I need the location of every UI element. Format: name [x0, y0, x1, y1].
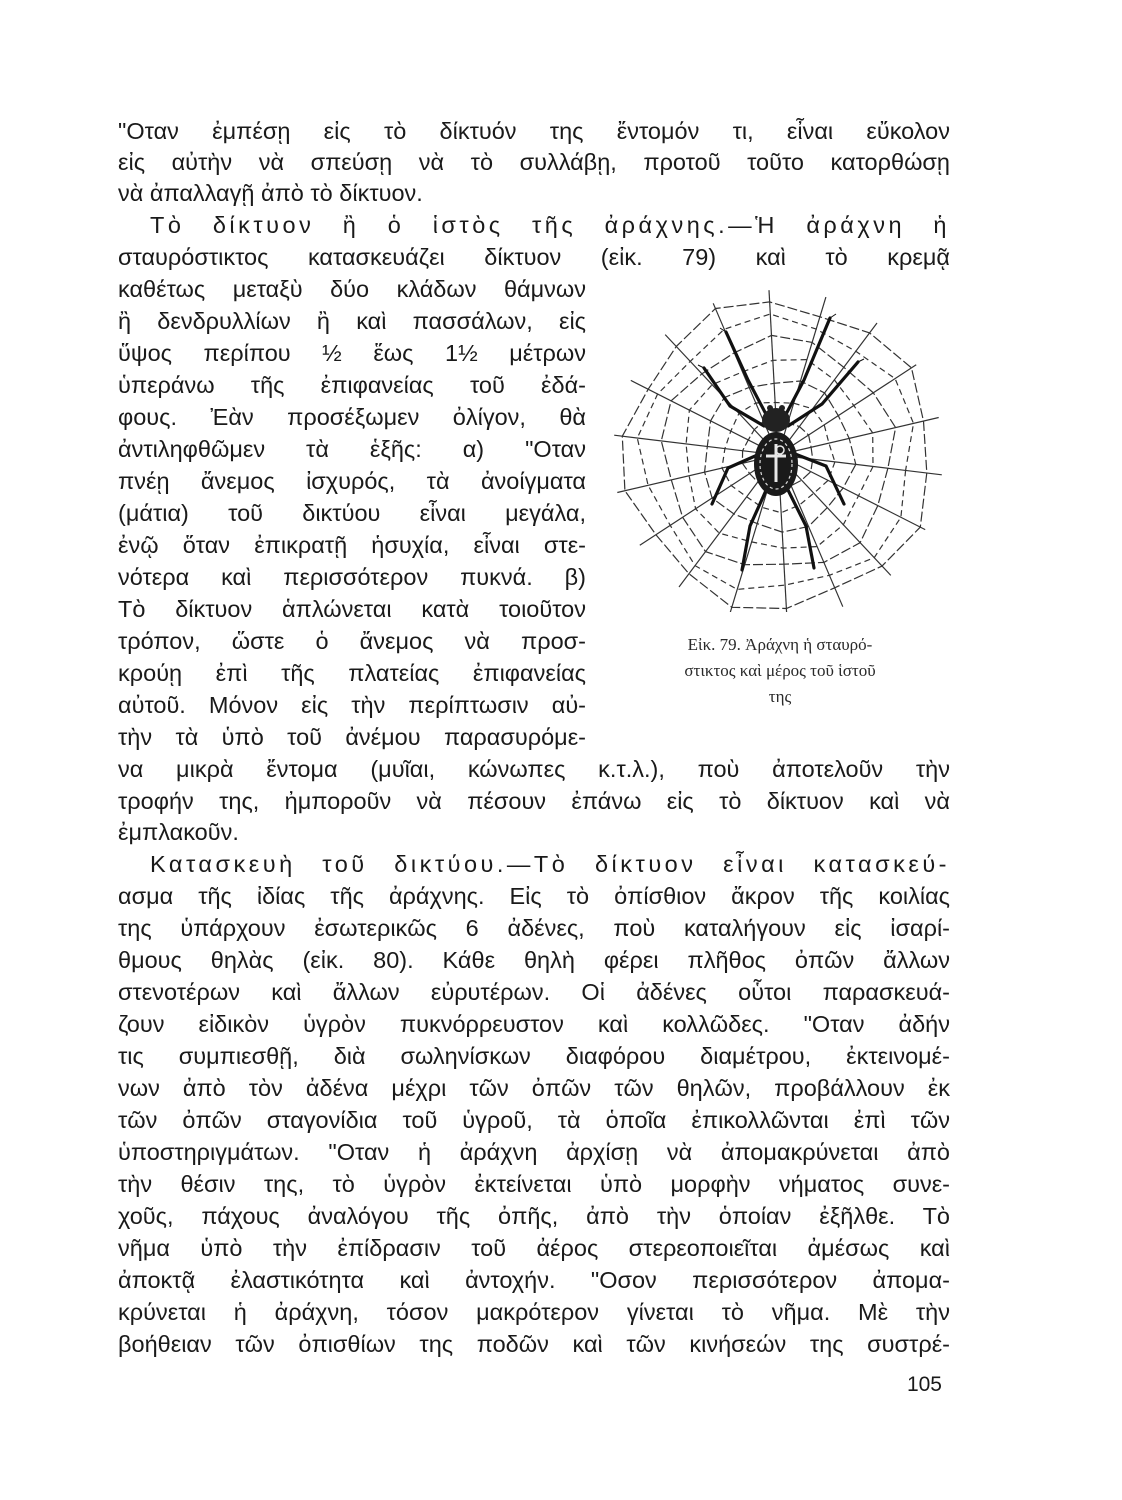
text-line: κρύνεται ἡ ἀράχνη, τόσον μακρότερον γίνεται τὸ νῆμα. Μὲ τὴν [118, 1299, 950, 1325]
section-heading-construction: Κατασκευὴ τοῦ δικτύου.—Τὸ δίκτυον εἶναι κατασκεύ- [150, 851, 950, 877]
text-line: ἢ δενδρυλλίων ἢ καὶ πασσάλων, εἰς [118, 308, 586, 334]
figure-caption-line: στικτος καὶ μέρος τοῦ ἱστοῦ [684, 661, 876, 680]
page-number: 105 [906, 1373, 942, 1396]
spider-web-figure [608, 290, 950, 612]
text-line: τῶν ὀπῶν σταγονίδια τοῦ ὑγροῦ, τὰ ὁποῖα ἐπικολλῶνται ἐπὶ τῶν [118, 1107, 950, 1133]
text-line: τὴν θέσιν της, τὸ ὑγρὸν ἐκτείνεται ὑπὸ μορφὴν νήματος συνε- [118, 1171, 950, 1197]
text-line: στενοτέρων καὶ ἄλλων εὐρυτέρων. Οἱ ἀδένες οὗτοι παρασκευά- [118, 979, 950, 1005]
text-line: καθέτως μεταξὺ δύο κλάδων θάμνων [118, 276, 586, 302]
text-line: Τὸ δίκτυον ἁπλώνεται κατὰ τοιοῦτον [118, 596, 586, 622]
text-line: πνέῃ ἄνεμος ἰσχυρός, τὰ ἀνοίγματα [118, 468, 586, 494]
text-line: ασμα τῆς ἰδίας τῆς ἀράχνης. Εἰς τὸ ὀπίσθιον ἄκρον τῆς κοιλίας [118, 883, 950, 909]
text-line: τρόπον, ὥστε ὁ ἄνεμος νὰ προσ- [118, 628, 586, 654]
text-line: τὴν τὰ ὑπὸ τοῦ ἀνέμου παρασυρόμε- [118, 724, 586, 750]
text-line: ὑπεράνω τῆς ἐπιφανείας τοῦ ἐδά- [118, 372, 586, 398]
text-line: νων ἀπὸ τὸν ἀδένα μέχρι τῶν ὀπῶν τῶν θηλῶν, προβάλλουν ἐκ [118, 1075, 950, 1101]
text-line: ζουν εἰδικὸν ὑγρὸν πυκνόρρευστον καὶ κολλῶδες. "Οταν ἀδήν [118, 1011, 950, 1037]
text-line: να μικρὰ ἔντομα (μυῖαι, κώνωπες κ.τ.λ.), ποὺ ἀποτελοῦν τὴν [118, 756, 950, 782]
figure-caption-line: της [768, 687, 792, 706]
spider-illustration [608, 290, 950, 612]
text-line: βοήθειαν τῶν ὀπισθίων της ποδῶν καὶ τῶν κινήσεών της συστρέ- [118, 1331, 950, 1357]
text-line: νότερα καὶ περισσότερον πυκνά. β) [118, 564, 586, 590]
text-line: ἐμπλακοῦν. [118, 819, 239, 845]
text-line: της ὑπάρχουν ἐσωτερικῶς 6 ἀδένες, ποὺ καταλήγουν εἰς ἰσαρί- [118, 915, 950, 941]
text-line: (μάτια) τοῦ δικτύου εἶναι μεγάλα, [118, 500, 586, 526]
text-line: τροφήν της, ἠμποροῦν νὰ πέσουν ἐπάνω εἰς τὸ δίκτυον καὶ νὰ [118, 788, 950, 814]
text-line: αὐτοῦ. Μόνον εἰς τὴν περίπτωσιν αὐ- [118, 692, 586, 718]
section-heading-web: Τὸ δίκτυον ἢ ὁ ἱστὸς τῆς ἀράχνης.—Ἡ ἀράχνη ἡ [150, 212, 950, 238]
text-line: ἀντιληφθῶμεν τὰ ἑξῆς: α) "Οταν [118, 436, 586, 462]
text-line: σταυρόστικτος κατασκευάζει δίκτυον (εἰκ. 79) καὶ τὸ κρεμᾷ [118, 244, 950, 270]
text-line: κρούῃ ἐπὶ τῆς πλατείας ἐπιφανείας [118, 660, 586, 686]
text-line: ἀποκτᾷ ἐλαστικότητα καὶ ἀντοχήν. "Οσον περισσότερον ἀπομα- [118, 1267, 950, 1293]
text-line: φους. Ἐὰν προσέξωμεν ὀλίγον, θὰ [118, 404, 586, 430]
text-line: "Οταν ἐμπέσῃ εἰς τὸ δίκτυόν της ἔντομόν τι, εἶναι εὔκολον [118, 118, 950, 144]
text-line: νὰ ἀπαλλαγῇ ἀπὸ τὸ δίκτυον. [118, 180, 423, 206]
figure-caption-line: Εἰκ. 79. Ἀράχνη ἡ σταυρό- [687, 635, 873, 654]
text-line: τις συμπιεσθῇ, διὰ σωληνίσκων διαφόρου διαμέτρου, ἐκτεινομέ- [118, 1043, 950, 1069]
text-line: ἐνῷ ὅταν ἐπικρατῇ ἡσυχία, εἶναι στε- [118, 532, 586, 558]
text-line: χοῦς, πάχους ἀναλόγου τῆς ὀπῆς, ἀπὸ τὴν ὁποίαν ἐξῆλθε. Τὸ [118, 1203, 950, 1229]
text-line: νῆμα ὑπὸ τὴν ἐπίδρασιν τοῦ ἀέρος στερεοποιεῖται ἀμέσως καὶ [118, 1235, 950, 1261]
text-line: εἰς αὐτὴν νὰ σπεύσῃ νὰ τὸ συλλάβῃ, προτοῦ τοῦτο κατορθώσῃ [118, 149, 950, 175]
text-line: θμους θηλὰς (εἰκ. 80). Κάθε θηλὴ φέρει πλῆθος ὀπῶν ἄλλων [118, 947, 950, 973]
text-line: ὑποστηριγμάτων. "Οταν ἡ ἀράχνη ἀρχίσῃ νὰ ἀπομακρύνεται ἀπὸ [118, 1139, 950, 1165]
text-line: ὕψος περίπου ½ ἕως 1½ μέτρων [118, 340, 586, 366]
